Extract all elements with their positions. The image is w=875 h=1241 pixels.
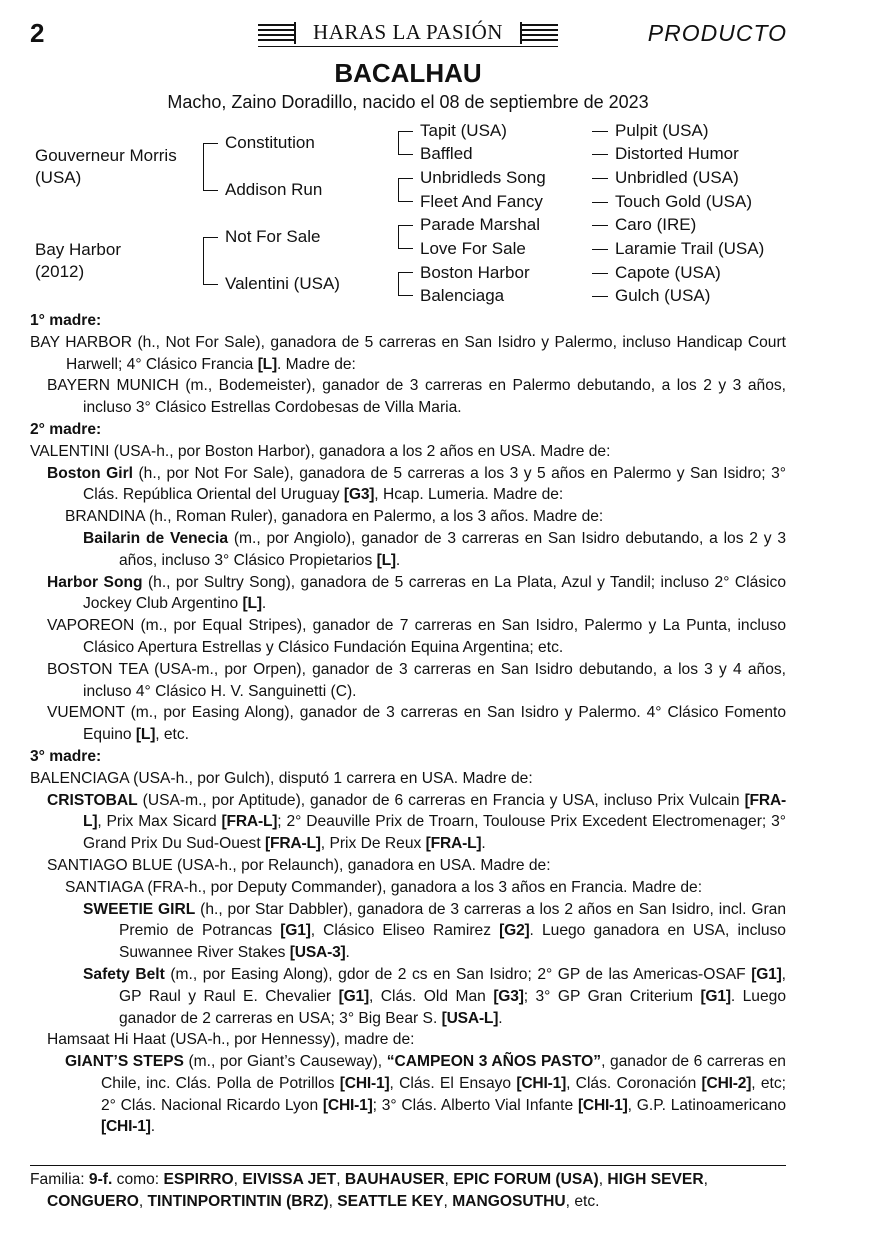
entry-bayern-munich: BAYERN MUNICH (m., Bodemeister), ganador de 3 carreras en Palermo debutando, a los 2 y 3 años, incluso 3° Clásico Estrellas Cordobesas de Villa Maria. [47,377,786,417]
gen4-3: Unbridled (USA) [615,168,739,187]
page-number: 2 [30,18,45,48]
footer-rule [30,1165,786,1166]
dam-name: Bay Harbor [35,240,121,259]
dash-g4-8 [592,296,608,297]
dash-g4-3 [592,178,608,179]
gen4-2: Distorted Humor [615,144,739,163]
gen4-6: Laramie Trail (USA) [615,239,765,258]
gen4-5: Caro (IRE) [615,215,697,234]
gen4-7: Capote (USA) [615,263,721,282]
logo-bar-left [294,22,296,44]
bracket-sire [203,143,218,191]
dash-g4-5 [592,225,608,226]
gen4-1: Pulpit (USA) [615,121,709,140]
bracket-g3-3 [398,225,413,249]
gen2-1: Constitution [225,133,315,152]
entry-hamsaat-hi-haat: Hamsaat Hi Haat (USA-h., por Hennessy), madre de: [47,1031,415,1049]
dash-g4-6 [592,249,608,250]
bracket-g3-4 [398,272,413,296]
gen2-4: Valentini (USA) [225,274,340,293]
brand-logo [258,18,558,48]
entry-safety-belt: Safety Belt (m., por Easing Along), gdor de 2 cs en San Isidro; 2° GP de las Americas-OSAF [G1], GP Raul y Raul E. Chevalier [G1], Clás. Old Man [G3]; 3° GP Gran Criterium [G1]. Luego ganador de 2 carreras en USA; 3° Big Bear S. [USA-L]. [83,965,786,1027]
entry-santiago-blue: SANTIAGO BLUE (USA-h., por Relaunch), ganadora en USA. Madre de: [47,856,551,874]
first-dam-heading: 1° madre: [30,312,102,329]
second-dam-heading: 2° madre: [30,420,102,438]
entry-vuemont: VUEMONT (m., por Easing Along), ganador de 3 carreras en San Isidro y Palermo. 4° Clásico Fomento Equino [L], etc. [47,704,786,744]
entry-brandina: BRANDINA (h., Roman Ruler), ganadora en Palermo, a los 3 años. Madre de: [65,508,604,526]
gen3-3: Unbridleds Song [420,168,546,187]
gen4-8: Gulch (USA) [615,286,711,305]
gen3-6: Love For Sale [420,239,526,258]
gen4-4: Touch Gold (USA) [615,192,752,211]
dash-g4-2 [592,154,608,155]
gen3-7: Boston Harbor [420,263,530,282]
dash-g4-1 [592,131,608,132]
third-dam-heading: 3° madre: [30,747,102,765]
gen3-4: Fleet And Fancy [420,192,543,211]
entry-valentini: VALENTINI (USA-h., por Boston Harbor), ganadora a los 2 años en USA. Madre de: [30,442,611,460]
dash-g4-7 [592,273,608,274]
logo-rule [258,46,558,47]
entry-boston-girl: Boston Girl (h., por Not For Sale), ganadora de 5 carreras a los 3 y 5 años en Palermo y San Isidro; 3° Clás. República Oriental del Uruguay [G3], Hcap. Lumeria. Madre de: [47,464,786,504]
section-label: PRODUCTO [647,20,787,46]
gen3-5: Parade Marshal [420,215,541,234]
familia-footer [30,1169,786,1213]
sire-name: Gouverneur Morris [35,146,177,165]
entry-vaporeon: VAPOREON (m., por Equal Stripes), ganador de 7 carreras en San Isidro, Palermo y La Punta, incluso Clásico Apertura Estrellas y Clásico Fundación Equina Argentina; etc. [47,617,786,656]
sire-origin: (USA) [35,168,82,187]
dam-year: (2012) [35,262,85,281]
entry-bay-harbor: BAY HARBOR (h., Not For Sale), ganadora de 5 carreras en San Isidro y Palermo, incluso Handicap Court Harwell; 4° Clásico Francia [L]. Madre de: [30,333,786,373]
logo-bars-left [258,24,294,42]
entry-sweetie-girl: SWEETIE GIRL (h., por Star Dabbler), ganadora de 3 carreras a los 2 años en San Isidro, incl. Gran Premio de Potrancas [G1], Clásico Eliseo Ramirez [G2]. Luego ganadora en USA, incluso Suwannee River Stakes [USA-3]. [83,900,786,962]
entry-balenciaga: BALENCIAGA (USA-h., por Gulch), disputó 1 carrera en USA. Madre de: [30,769,533,787]
entry-boston-tea: BOSTON TEA (USA-m., por Orpen), ganador de 3 carreras en San Isidro debutando, a los 3 y 4 años, incluso 4° Clásico H. V. Sanguinetti (C). [47,660,786,700]
gen3-1: Tapit (USA) [420,121,507,140]
brand-name: HARAS LA PASIÓN [313,20,503,44]
entry-santiaga: SANTIAGA (FRA-h., por Deputy Commander), ganadora a los 3 años en Francia. Madre de: [65,878,703,896]
horse-name: BACALHAU [334,58,482,88]
gen3-8: Balenciaga [420,286,505,305]
gen3-2: Baffled [420,144,473,163]
bracket-g3-2 [398,178,413,202]
entry-bailarin-de-venecia: Bailarin de Venecia (m., por Angiolo), ganador de 3 carreras en San Isidro debutando, a los 2 y 3 años, incluso 3° Clásico Propietarios [L]. [83,529,786,569]
gen2-2: Addison Run [225,180,323,199]
family-text [30,310,786,1138]
bracket-dam [203,237,218,285]
horse-description: Macho, Zaino Doradillo, nacido el 08 de septiembre de 2023 [167,92,649,112]
entry-giants-steps: GIANT’S STEPS (m., por Giant’s Causeway), “CAMPEON 3 AÑOS PASTO”, ganador de 6 carreras en Chile, inc. Clás. Polla de Potrillos [CHI-1], Clás. El Ensayo [CHI-1], Clás. Coronación [CHI-2], etc; 2° Clás. Nacional Ricardo Lyon [CHI-1]; 3° Clás. Alberto Vial Infante [CHI-1], G.P. Latinoamericano [CHI-1]. [65,1053,786,1136]
logo-bars-right [522,24,558,42]
gen2-3: Not For Sale [225,227,321,246]
entry-harbor-song: Harbor Song (h., por Sultry Song), ganadora de 5 carreras en La Plata, Azul y Tandil; incluso 2° Clásico Jockey Club Argentino [L]. [47,573,786,613]
familia-line: Familia: 9-f. como: ESPIRRO, EIVISSA JET, BAUHAUSER, EPIC FORUM (USA), HIGH SEVER, CONGUERO, TINTINPORTINTIN (BRZ), SEATTLE KEY, MANGOSUTHU, etc. [30,1171,708,1210]
dash-g4-4 [592,202,608,203]
bracket-g3-1 [398,131,413,155]
entry-cristobal: CRISTOBAL (USA-m., por Aptitude), ganador de 6 carreras en Francia y USA, incluso Prix Vulcain [FRA-L], Prix Max Sicard [FRA-L]; 2° Deauville Prix de Troarn, Toulouse Prix Excedent Electromenager; 3° Grand Prix Du Sud-Ouest [FRA-L], Prix De Reux [FRA-L]. [47,791,786,853]
